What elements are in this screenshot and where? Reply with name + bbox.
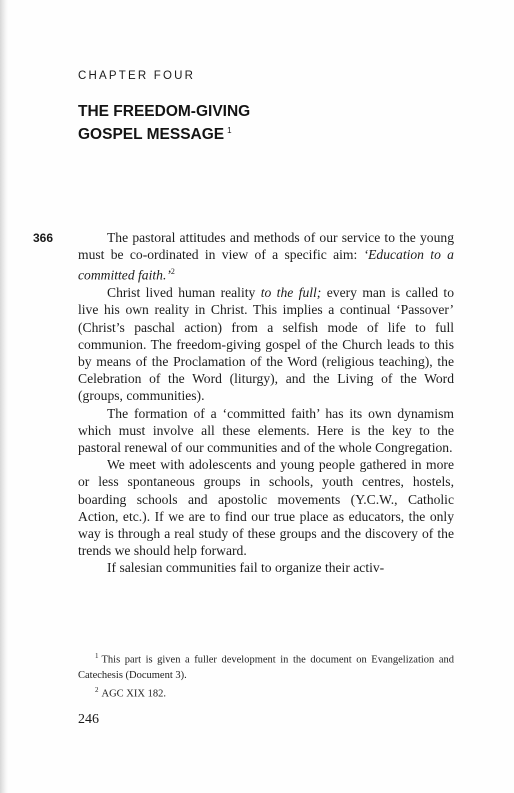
footnote-1 <box>78 649 454 683</box>
paragraph-2-emphasis: to the full; <box>260 285 322 301</box>
footnotes <box>78 649 454 701</box>
paragraph-1-footnote-ref: 2 <box>170 267 175 277</box>
title-footnote-ref: 1 <box>227 126 232 135</box>
paragraph-2-text-a: Christ lived human reality <box>107 285 261 301</box>
paragraph-4: We meet with adolescents and young people gathered in more or less spontaneous groups in schools, youth centres, hostels, boarding schools and apostolic movements (Y.C.W., Catholic Action, etc.). If we are to find our true place as educators, the only way is through a real study of these groups and the discovery of the trends we should help forward. <box>78 457 454 559</box>
paragraph-2 <box>78 284 454 404</box>
paragraph-2-text-b: every man is called to live his own reality in Christ. This implies a continual ‘Passover’ (Christ’s paschal action) from a selfish mode of life to full communion. The freedom-giving gospel of the Church leads to this by means of the Proclamation of the Word (religious teaching), the Celebration of the Word (liturgy), and the Living of the Word (groups, communities). <box>78 285 454 404</box>
page-number: 246 <box>78 712 99 727</box>
paragraph-5: If salesian communities fail to organize their activ- <box>107 560 385 576</box>
paragraph-3: The formation of a ‘committed faith’ has its own dynamism which must involve all these elements. Here is the key to the pastoral renewal of our communities and of the whole Congregation. <box>78 405 454 455</box>
footnote-2 <box>78 683 454 702</box>
body-text <box>78 229 454 577</box>
footnote-1-mark: 1 <box>95 652 99 660</box>
title-line-2: GOSPEL MESSAGE <box>78 126 225 144</box>
paragraph-1-emphasis: ‘Education to a committed faith.’ <box>78 247 454 283</box>
title-line-1: THE FREEDOM-GIVING <box>78 103 251 120</box>
footnote-2-mark: 2 <box>95 685 99 694</box>
footnote-2-text: AGC XIX 182. <box>101 688 166 699</box>
page-binding-edge <box>0 0 8 793</box>
chapter-label: CHAPTER FOUR <box>78 70 196 82</box>
chapter-title <box>78 102 338 144</box>
paragraph-1 <box>78 229 454 284</box>
paragraph-1-text: The pastoral attitudes and methods of our service to the young must be co-ordinated in view of a specific aim: <box>78 230 454 263</box>
paragraph-number: 366 <box>33 231 54 245</box>
footnote-1-text: This part is given a fuller development in the document on Evangelization and Catechesis (Document 3). <box>78 654 454 681</box>
